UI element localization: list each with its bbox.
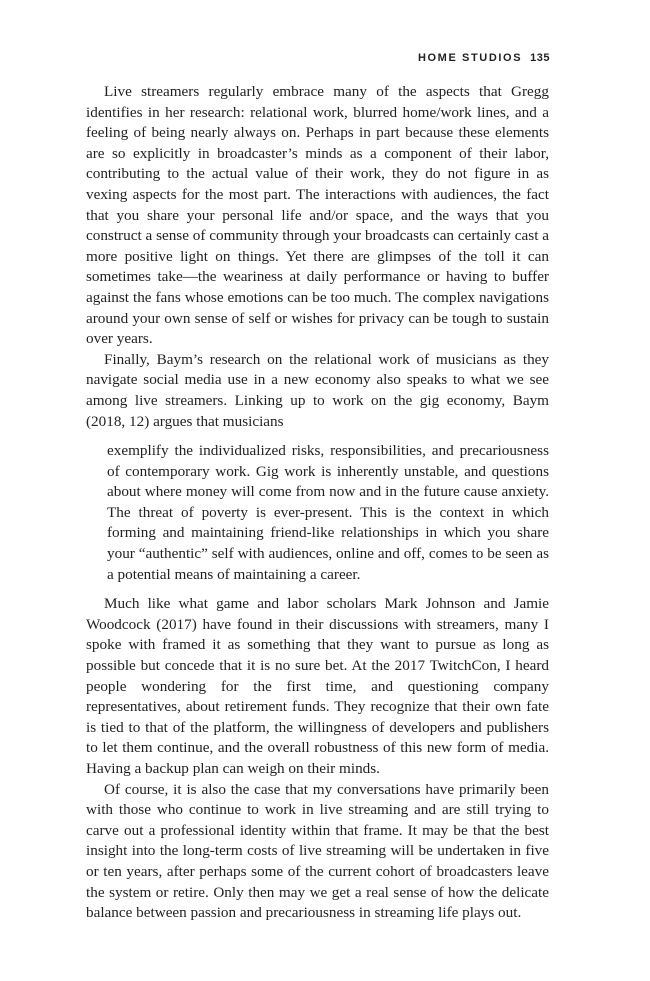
body-text (86, 82, 549, 924)
paragraph-3: Much like what game and labor scholars Mark Johnson and Jamie Woodcock (2017) have found in their discussions with streamers, many I spoke with framed it as something that they want to pursue as long as possible but concede that it is no sure bet. At the 2017 TwitchCon, I heard people wondering for the first time, and questioning company representatives, about retirement funds. They recognize that their own fate is tied to that of the platform, the willingness of developers and publishers to let them continue, and the overall robustness of this new form of media. Having a backup plan can weigh on their minds. (86, 595, 549, 777)
paragraph-1: Live streamers regularly embrace many of the aspects that Gregg identifies in her research: relational work, blurred home/work lines, and a feeling of being nearly always on. Perhaps in part because these elements are so explicitly in broadcaster’s minds as a component of their labor, contributing to the actual value of their work, they do not figure in as vexing aspects for the most part. The interactions with audiences, the fact that you share your personal life and/or space, and the ways that you construct a sense of community through your broadcasts can certainly cast a more positive light on things. Yet there are glimpses of the toll it can sometimes take—the weariness at daily performance or having to buffer against the fans whose emotions can be too much. The complex navigations around your own sense of self or wishes for privacy can be tough to sustain over years. (86, 83, 549, 348)
running-head (418, 52, 550, 64)
paragraph-4: Of course, it is also the case that my conversations have primarily been with those who continue to work in live streaming and are still trying to carve out a professional identity within that frame. It may be that the best insight into the long-term costs of live streaming will be undertaken in five or ten years, after perhaps some of the current cohort of broadcasters leave the system or retire. Only then may we get a real sense of how the delicate balance between passion and precariousness in streaming life plays out. (86, 780, 549, 922)
block-quote (107, 441, 549, 585)
running-head-title: HOME STUDIOS (417, 52, 523, 64)
page-number: 135 (530, 52, 550, 64)
paragraph-2: Finally, Baym’s research on the relational work of musicians as they navigate social media use in a new economy also speaks to what we see among live streamers. Linking up to work on the gig economy, Baym (2018, 12) argues that musicians (86, 350, 549, 430)
block-quote-text: exemplify the individualized risks, responsibilities, and precariousness of contemporary work. Gig work is inherently unstable, and questions about where money will come from now and in the future cause anxiety. The threat of poverty is ever-present. This is the context in which forming and maintaining friend-like relationships in which you share your “authentic” self with audiences, online and off, comes to be seen as a potential means of maintaining a career. (107, 442, 549, 583)
